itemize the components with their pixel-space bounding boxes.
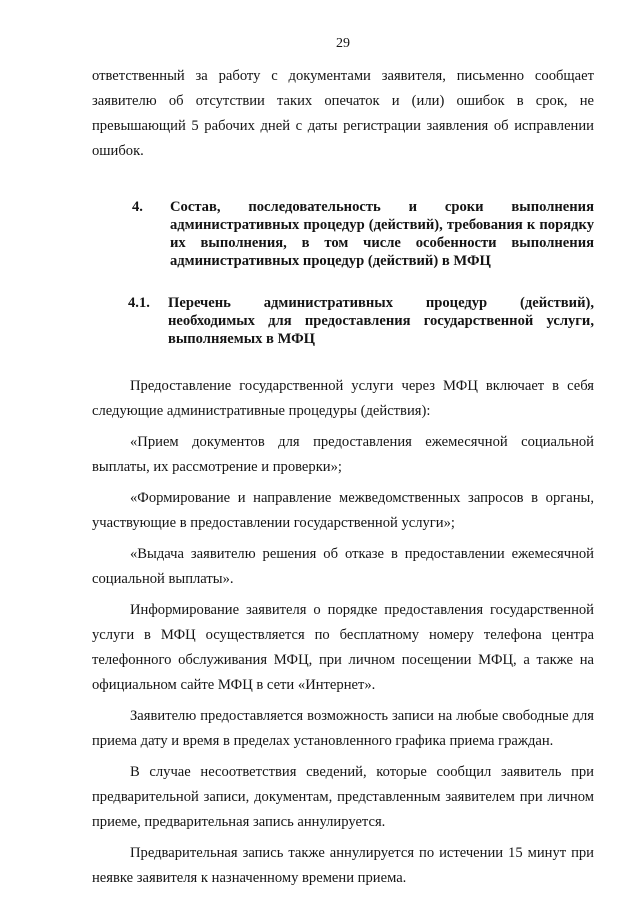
body-paragraph: «Выдача заявителю решения об отказе в предоставлении ежемесячной социальной выплаты».	[92, 546, 594, 587]
body-paragraph: Заявителю предоставляется возможность записи на любые свободные для приема дату и время в пределах установленного графика приема граждан.	[92, 708, 594, 749]
section-4-1-title: Перечень административных процедур (действий), необходимых для предоставления государственной услуги, выполняемых в МФЦ	[168, 295, 594, 347]
body-paragraph: Предоставление государственной услуги через МФЦ включает в себя следующие административные процедуры (действия):	[92, 378, 594, 419]
body-paragraph: «Формирование и направление межведомственных запросов в органы, участвующие в предоставлении государственной услуги»;	[92, 490, 594, 531]
body-paragraph: Предварительная запись также аннулируется по истечении 15 минут при неявке заявителя к назначенному времени приема.	[92, 845, 594, 886]
section-4-heading	[92, 198, 594, 270]
section-4-number: 4.	[132, 199, 143, 215]
continued-paragraph: ответственный за работу с документами заявителя, письменно сообщает заявителю об отсутствии таких опечаток и (или) ошибок в срок, не превышающий 5 рабочих дней с даты регистрации заявления об исправлении ошибок.	[92, 68, 594, 159]
body-paragraph: «Прием документов для предоставления ежемесячной социальной выплаты, их рассмотрение и проверки»;	[92, 434, 594, 475]
section-4-1-number: 4.1.	[128, 295, 150, 311]
body-paragraph: В случае несоответствия сведений, которые сообщил заявитель при предварительной записи, документам, представленным заявителем при личном приеме, предварительная запись аннулируется.	[92, 764, 594, 830]
section-4-1-heading	[92, 294, 594, 348]
page-number: 29	[336, 36, 350, 51]
body-paragraph: Информирование заявителя о порядке предоставления государственной услуги в МФЦ осуществляется по бесплатному номеру телефона центра телефонного обслуживания МФЦ, при личном посещении МФЦ, а также на официальном сайте МФЦ в сети «Интернет».	[92, 602, 594, 693]
section-4-title: Состав, последовательность и сроки выполнения административных процедур (действий), требования к порядку их выполнения, в том числе особенности выполнения административных процедур (действий) в МФЦ	[170, 199, 594, 269]
